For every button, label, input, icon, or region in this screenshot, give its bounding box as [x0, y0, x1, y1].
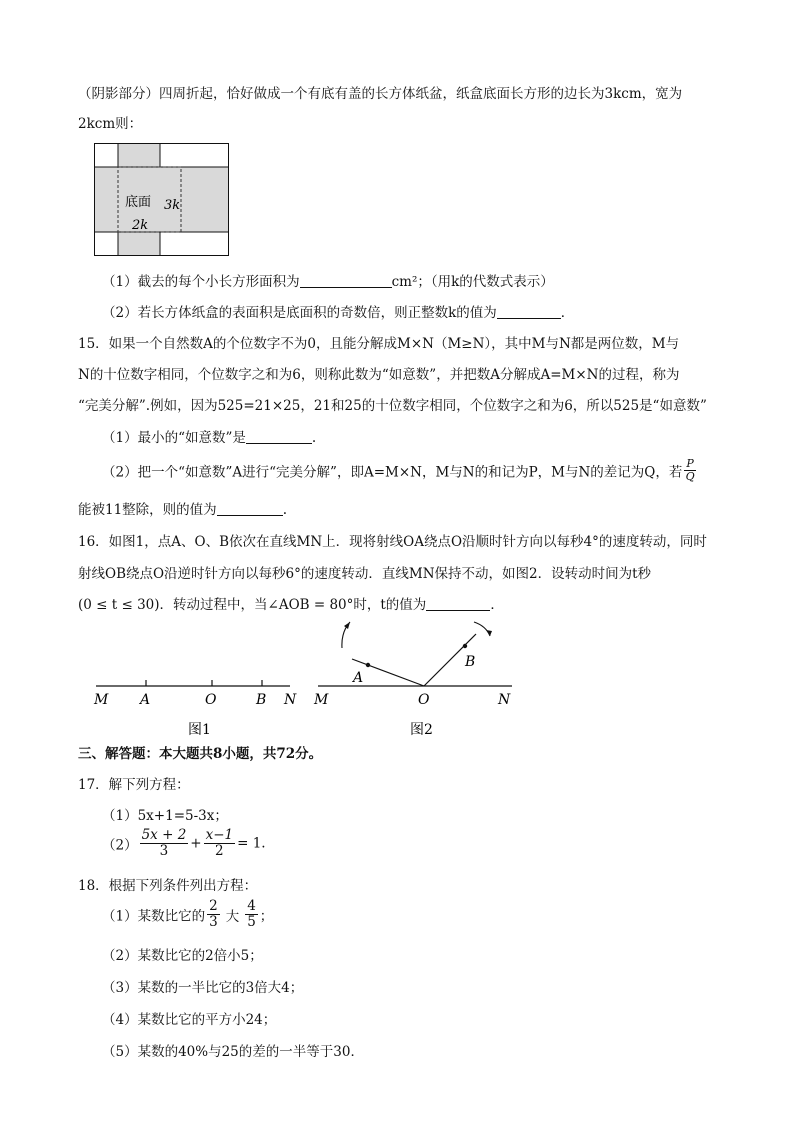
q16-line-2: 射线OB绕点O沿逆时针方向以每秒6°的速度转动．直线MN保持不动，如图2．设转动时间为t秒 [78, 566, 652, 582]
q18-part-1: （1）某数比它的 $\frac{2}{3}$ 大 $\frac{4}{5}$ ； [102, 898, 274, 930]
figure-2 [310, 612, 530, 742]
q15-line-3: “完美分解”.例如，因为525=21×25，21和25的十位数字相同，个位数字之和为6，所以525是“如意数” [78, 398, 707, 414]
figure-2-caption: 图2 [410, 722, 433, 738]
answer-blank[interactable] [426, 596, 490, 611]
answer-blank[interactable] [300, 273, 392, 288]
width-label: 2k [132, 218, 149, 233]
intro-line-1: （阴影部分）四周折起，恰好做成一个有底有盖的长方体纸盆，纸盒底面长方形的边长为3kcm，宽为 [78, 86, 683, 102]
q17-part-2: （2） $\frac{5x + 2}{3}$ + $\frac{x-1}{2}$ = 1. [102, 827, 266, 859]
q17-title: 17．解下列方程： [78, 777, 190, 793]
figure-1 [90, 672, 310, 742]
point-a-label: A [353, 670, 364, 686]
answer-blank[interactable] [217, 501, 283, 516]
point-n-label: N [284, 692, 297, 708]
point-o-label: O [418, 692, 430, 708]
q17-part-1: （1）5x+1=5-3x； [102, 808, 228, 824]
answer-blank[interactable] [246, 429, 312, 444]
base-label: 底面 [125, 195, 152, 210]
answer-blank[interactable] [497, 304, 561, 319]
fraction-2-3: $\frac{2}{3}$ [209, 898, 218, 930]
q18-part-4: （4）某数比它的平方小24； [102, 1012, 277, 1028]
q14-part-2: （2）若长方体纸盒的表面积是底面积的奇数倍，则正整数k的值为 ． [102, 305, 575, 321]
fraction-x-minus-1-over-2: $\frac{x-1}{2}$ [205, 827, 234, 859]
point-n-label: N [498, 692, 511, 708]
q15-part-2: （2）把一个“如意数”A进行“完美分解”，即A=M×N，M与N的和记为P，M与N的差记为Q，若 $\frac{P}{Q}$ [102, 457, 695, 483]
q14-part-1: （1）截去的每个小长方形面积为 cm²；（用k的代数式表示） [102, 274, 554, 290]
q15-line-2: N的十位数字相同，个位数字之和为6，则称此数为“如意数”，并把数A分解成A=M×N的过程，称为 [78, 367, 680, 383]
q18-part-3: （3）某数的一半比它的3倍大4； [102, 980, 304, 996]
point-b-label: B [465, 654, 476, 670]
point-m-label: M [94, 692, 109, 708]
q15-line-last: 能被11整除，则的值为 . [78, 502, 287, 518]
q18-part-5: （5）某数的40%与25的差的一半等于30． [102, 1044, 364, 1060]
q16-line-3: (0 ≤ t ≤ 30)．转动过程中，当∠AOB = 80°时，t的值为 ． [78, 597, 504, 613]
section-3-heading: 三、解答题：本大题共8小题，共72分。 [78, 746, 323, 762]
fraction-5x-plus-2-over-3: $\frac{5x + 2}{3}$ [141, 827, 187, 859]
q18-part-2: （2）某数比它的2倍小5； [102, 948, 263, 964]
figure-1-caption: 图1 [188, 722, 211, 738]
box-net-figure [94, 143, 230, 257]
q15-part-1: （1）最小的“如意数”是 . [102, 430, 317, 446]
intro-line-2: 2kcm则： [78, 116, 143, 132]
fraction-p-over-q: $\frac{P}{Q}$ [685, 457, 695, 483]
fraction-4-5: $\frac{4}{5}$ [247, 898, 256, 930]
q16-line-1: 16．如图1，点A、O、B依次在直线MN上．现将射线OA绕点O沿顺时针方向以每秒4°的速度转动，同时 [78, 534, 707, 550]
point-o-label: O [205, 692, 217, 708]
point-b-label: B [256, 692, 267, 708]
height-label: 3k [164, 198, 181, 213]
point-a-label: A [140, 692, 151, 708]
q18-title: 18．根据下列条件列出方程： [78, 878, 258, 894]
q15-line-1: 15．如果一个自然数A的个位数字不为0，且能分解成M×N（M≥N），其中M与N都是两位数，M与 [78, 336, 680, 352]
point-m-label: M [314, 692, 329, 708]
